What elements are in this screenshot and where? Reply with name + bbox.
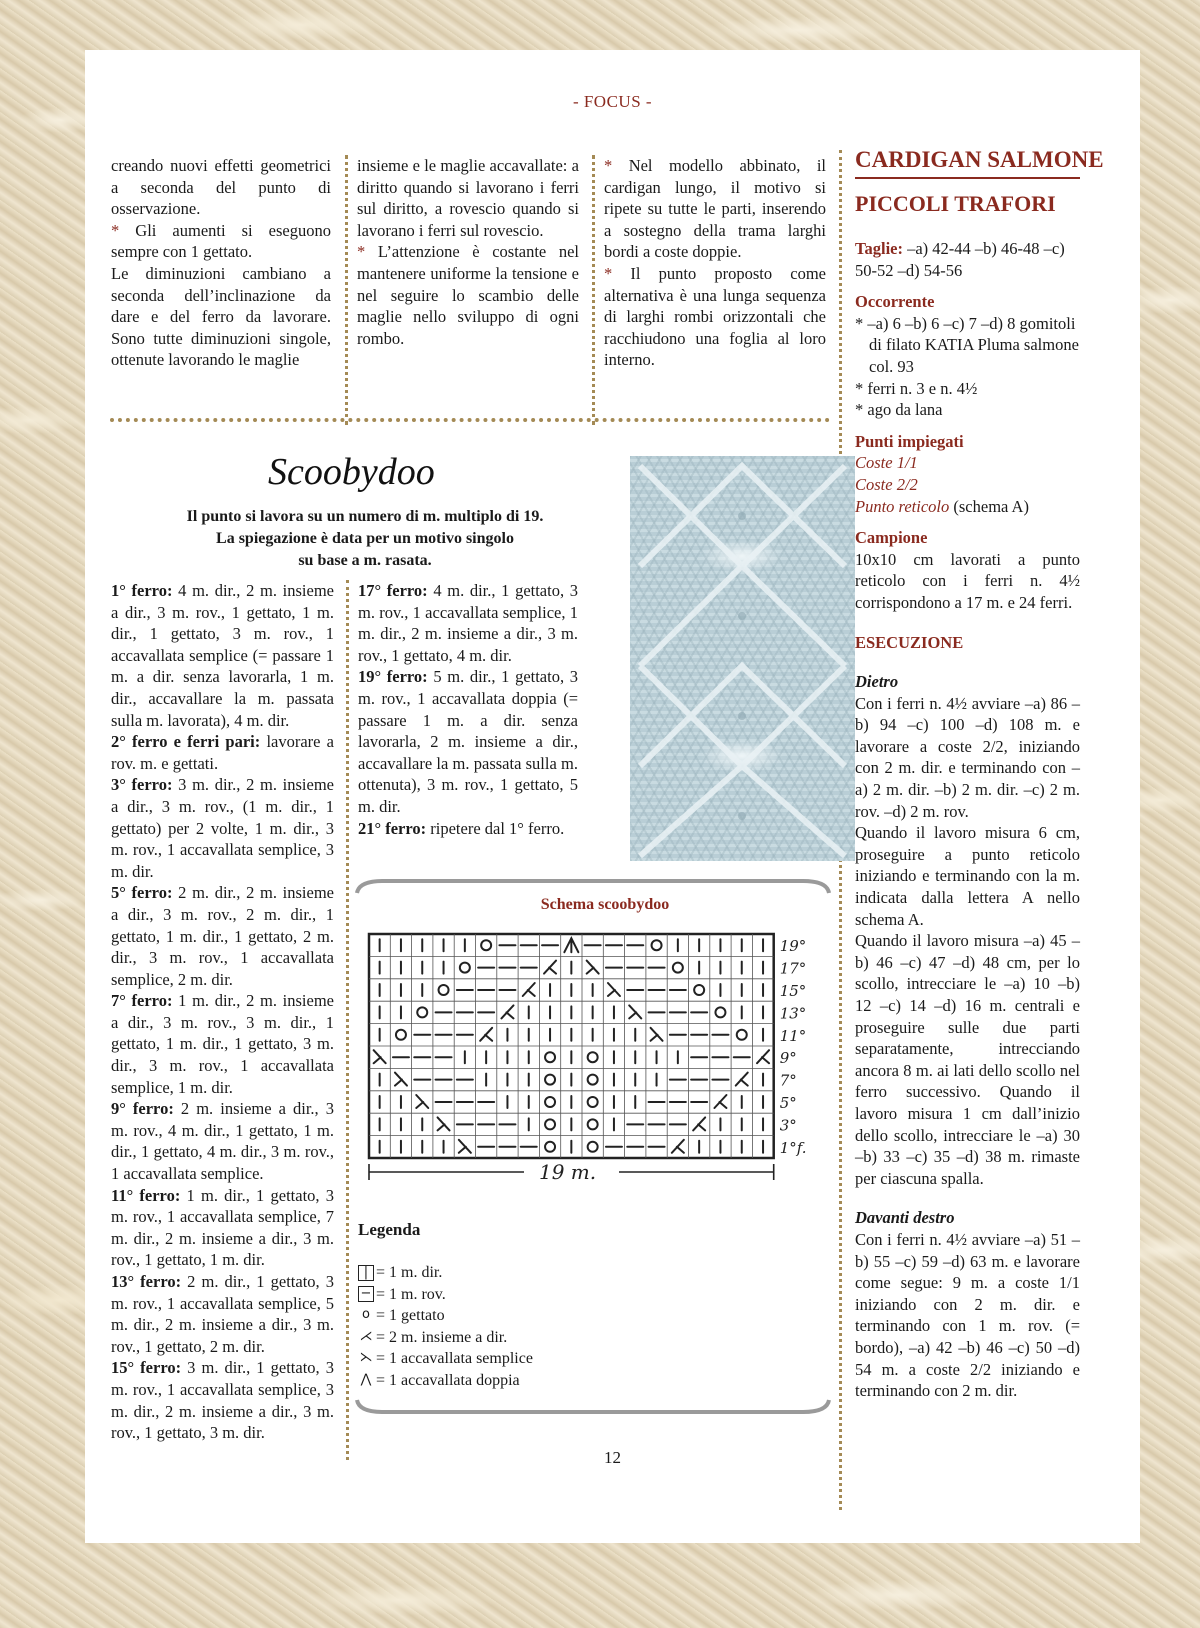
k2tog-mark xyxy=(714,1095,726,1108)
stitch-title: Scoobydoo xyxy=(268,451,435,493)
row-instruction xyxy=(358,818,578,840)
k2tog-mark xyxy=(523,983,535,996)
row-number-label: 19° xyxy=(779,937,807,956)
asterisk-mark: * xyxy=(357,242,366,262)
yarn-over-mark xyxy=(545,1052,555,1062)
execution-heading: ESECUZIONE xyxy=(855,632,964,652)
legend-item-yarn-over xyxy=(358,1305,533,1327)
double-decrease-mark xyxy=(564,938,578,952)
row-number-label: 11° xyxy=(779,1026,807,1045)
row-instruction xyxy=(111,990,334,1098)
legend-text: = 1 gettato xyxy=(376,1307,445,1325)
stitch-used xyxy=(855,496,1080,518)
k2tog-mark xyxy=(480,1028,492,1041)
row-text: 4 m. dir., 2 m. insieme a dir., 3 m. rov., 1 gettato, 1 m. dir., 1 gettato, 3 m. rov., 1 accavallata semplice (= passare 1 m. a dir. senza lavorarla, 1 m. dir., accavallare la m. passata sulla m. lavorata), 4 m. dir. xyxy=(111,581,334,730)
running-head: - FOCUS - xyxy=(572,92,653,111)
yarn-over-mark xyxy=(481,940,491,950)
stitch-note: (schema A) xyxy=(949,496,1029,516)
stitch-intro xyxy=(115,506,615,572)
row-text: 5 m. dir., 1 gettato, 3 m. rov., 1 accavallata doppia (= passare 1 m. a dir. senza lavorarla, 2 m. insieme a dir., accavallare la m. passata sulla m. ottenuta), 3 m. rov., 1 gettato, 5 m. dir. xyxy=(358,667,578,816)
row-label: 17° ferro: xyxy=(358,581,428,600)
column-divider xyxy=(592,155,595,425)
legend-item-ssk xyxy=(358,1348,533,1370)
yarn-over-mark xyxy=(694,985,704,995)
row-number-label: 1°f. xyxy=(779,1138,807,1157)
materials-item: * –a) 6 –b) 6 –c) 7 –d) 8 gomitoli di filato KATIA Pluma salmone col. 93 xyxy=(855,313,1079,376)
knitting-chart-svg xyxy=(363,930,833,1220)
k2tog-mark xyxy=(757,1050,769,1063)
stitch-name: Punto reticolo xyxy=(855,496,950,516)
materials-item: * ferri n. 3 e n. 4½ xyxy=(855,378,978,398)
intro-paragraph xyxy=(604,155,826,263)
legend xyxy=(358,1262,533,1392)
gauge-text: 10x10 cm lavorati a punto reticolo con i ferri n. 4½ corrispondono a 17 m. e 24 ferri. xyxy=(855,549,1080,612)
intro-text: Gli aumenti si eseguono sempre con 1 gettato. xyxy=(111,220,331,262)
back-text: Quando il lavoro misura –a) 45 –b) 46 –c) 47 –d) 48 cm, per lo scollo, intrecciare le –a) 10 –b) 12 –c) 14 –d) 16 m. centrali e proseguire sulle due parti separatamente, intrecciando ancora 8 m. ai lati dello scollo nel ferro successivo. Quando il lavoro misura 1 cm dall’inizio dello scollo, intrecciare le –a) 30 –b) 33 –c) 35 –d) 38 m. rimaste per ciascuna spalla. xyxy=(855,931,1080,1188)
ssk-mark xyxy=(395,1073,407,1086)
scheme-title: Schema scoobydoo xyxy=(540,896,670,913)
stitches-heading: Punti impiegati xyxy=(855,431,964,451)
row-text: 1 m. dir., 2 m. insieme a dir., 3 m. rov., 3 m. dir., 1 gettato, 1 m. dir., 1 gettato, 3 m. dir., 3 m. rov., 1 accavallata semplice, 1 m. dir. xyxy=(111,991,334,1097)
intro-text: Il punto proposto come alternativa è una lunga sequenza di larghi rombi orizzontali che racchiudono una foglia al loro interno. xyxy=(604,263,826,370)
row-label: 9° ferro: xyxy=(111,1099,174,1119)
intro-text: Nel modello abbinato, il cardigan lungo, il motivo si ripete su tutte le parti, inserendo a sostegno della trama larghi bordi a coste doppie. xyxy=(604,156,826,262)
page-number: 12 xyxy=(604,1448,621,1467)
yarn-over-mark xyxy=(588,1075,598,1085)
sidebar-subtitle: PICCOLI TRAFORI xyxy=(855,191,1056,216)
intro-column-3 xyxy=(604,155,826,371)
k2tog-mark xyxy=(672,1140,684,1153)
row-label: 3° ferro: xyxy=(111,775,173,795)
row-label: 19° ferro: xyxy=(358,667,428,687)
sidebar-title: CARDIGAN SALMONE xyxy=(855,145,1080,179)
row-instruction xyxy=(111,580,334,731)
knit-symbol-icon: | xyxy=(358,1265,374,1281)
row-label: 13° ferro: xyxy=(111,1272,182,1291)
row-label: 21° ferro: xyxy=(358,818,427,838)
k2tog-mark xyxy=(544,961,556,974)
knitting-chart xyxy=(363,930,833,1225)
row-instruction xyxy=(358,666,578,817)
row-label: 15° ferro: xyxy=(111,1358,182,1378)
row-text: 2 m. insieme a dir., 3 m. rov., 4 m. dir., 1 gettato, 1 m. dir., 1 gettato, 4 m. dir., 3 m. rov., 1 accavallata semplice. xyxy=(111,1099,334,1184)
intro-text: L’attenzione è costante nel mantenere uniforme la tensione e nel seguire lo scambio delle maglie nello sviluppo di ogni rombo. xyxy=(357,242,579,348)
purl-symbol-icon: − xyxy=(358,1286,374,1302)
gauge-heading: Campione xyxy=(855,528,928,548)
stitch-intro-line: su base a m. rasata. xyxy=(298,552,432,569)
yarn-over-mark xyxy=(545,1097,555,1107)
row-label: 11° ferro: xyxy=(111,1185,181,1205)
sizes-label: Taglie: xyxy=(855,239,903,258)
yarn-over-mark xyxy=(588,1052,598,1062)
intro-paragraph: Le diminuzioni cambiano a seconda dell’inclinazione da dare e del ferro da lavorare. Sono tutte diminuzioni singole, ottenute lavorando le maglie xyxy=(111,263,331,370)
legend-item-double-decrease xyxy=(358,1370,533,1392)
row-instruction xyxy=(111,1357,334,1443)
intro-paragraph: creando nuovi effetti geometrici a seconda del punto di osservazione. xyxy=(111,156,331,219)
width-label: 19 m. xyxy=(539,1160,597,1184)
row-instruction xyxy=(111,731,334,774)
row-label: 2° ferro e ferri pari: xyxy=(111,732,261,752)
k2tog-mark xyxy=(693,1117,705,1130)
row-instruction xyxy=(358,580,578,666)
intro-paragraph xyxy=(357,241,579,349)
row-label: 5° ferro: xyxy=(111,883,173,903)
row-text: 2 m. dir., 2 m. insieme a dir., 3 m. rov., 2 m. dir., 1 gettato, 1 m. dir., 1 gettato, 2 m. dir., 3 m. rov., 1 accavallata semplice, 2 m. dir. xyxy=(111,883,334,989)
ssk-mark xyxy=(374,1050,386,1063)
materials-heading: Occorrente xyxy=(855,292,935,312)
ssk-mark xyxy=(459,1140,471,1153)
k2tog-icon: ⋌ xyxy=(359,1328,373,1344)
stitch-rows-right xyxy=(358,580,578,839)
yarn-over-icon: o xyxy=(362,1306,370,1322)
row-label: 1° ferro: xyxy=(111,581,173,600)
row-text: 2 m. dir., 1 gettato, 3 m. rov., 1 accavallata semplice, 5 m. dir., 2 m. insieme a dir., 3 m. rov., 1 gettato, 2 m. dir. xyxy=(111,1272,334,1356)
ssk-mark xyxy=(629,1005,641,1018)
yarn-over-mark xyxy=(588,1097,598,1107)
materials-item: * ago da lana xyxy=(855,400,943,420)
row-text: 4 m. dir., 1 gettato, 3 m. rov., 1 accavallata semplice, 1 m. dir., 2 m. insieme a dir., 3 m. rov., 1 gettato, 4 m. dir. xyxy=(358,581,578,665)
legend-title: Legenda xyxy=(358,1220,421,1239)
intro-column-2 xyxy=(357,155,579,349)
row-number-label: 9° xyxy=(779,1049,797,1068)
yarn-over-mark xyxy=(396,1030,406,1040)
section-divider xyxy=(110,418,830,422)
row-instruction xyxy=(111,1185,334,1271)
sizes-text: –a) 42-44 –b) 46-48 –c) 50-52 –d) 54-56 xyxy=(855,239,1065,280)
ssk-mark xyxy=(587,961,599,974)
yarn-over-mark xyxy=(588,1142,598,1152)
asterisk-mark: * xyxy=(604,263,613,283)
double-decrease-icon: ⋀ xyxy=(360,1371,372,1387)
yarn-over-mark xyxy=(652,940,662,950)
back-text: Con i ferri n. 4½ avviare –a) 86 –b) 94 –c) 100 –d) 108 m. e lavorare a coste 2/2, iniziando con 2 m. dir. e terminando con –a) 2 m. dir. –b) 2 m. dir. –c) 2 m. rov. –d) 2 m. rov. xyxy=(855,693,1080,821)
row-number-label: 7° xyxy=(779,1071,797,1090)
legend-item-knit xyxy=(358,1262,533,1284)
row-instruction xyxy=(111,1271,334,1357)
intro-column-1 xyxy=(111,155,331,371)
ssk-mark xyxy=(651,1028,663,1041)
row-text: 1 m. dir., 1 gettato, 3 m. rov., 1 accavallata semplice, 7 m. dir., 2 m. insieme a dir., 3 m. rov., 1 gettato, 1 m. dir. xyxy=(111,1185,334,1270)
stitch-rows-left xyxy=(111,580,334,1444)
scheme-bottom-bracket xyxy=(353,1398,833,1418)
row-number-label: 17° xyxy=(779,959,807,978)
yarn-over-mark xyxy=(715,1007,725,1017)
asterisk-mark: * xyxy=(604,156,613,175)
yarn-over-mark xyxy=(588,1119,598,1129)
legend-item-purl xyxy=(358,1284,533,1306)
magazine-page xyxy=(85,50,1140,1543)
column-divider xyxy=(346,580,349,1460)
ssk-mark xyxy=(438,1117,450,1130)
ssk-icon: ⋋ xyxy=(359,1350,373,1366)
back-text: Quando il lavoro misura 6 cm, proseguire a punto reticolo iniziando e terminando con la m. indicata dalla lettera A nello schema A. xyxy=(855,823,1080,929)
legend-text: = 1 accavallata doppia xyxy=(376,1371,520,1389)
intro-paragraph xyxy=(604,263,826,371)
row-instruction xyxy=(111,1098,334,1184)
yarn-over-mark xyxy=(737,1030,747,1040)
column-divider xyxy=(345,155,348,425)
yarn-over-mark xyxy=(673,963,683,973)
row-text: 3 m. dir., 1 gettato, 3 m. rov., 1 accavallata semplice, 3 m. dir., 2 m. insieme a dir., 3 m. rov., 1 gettato, 3 m. dir. xyxy=(111,1358,334,1443)
stitch-used: Coste 2/2 xyxy=(855,474,918,494)
legend-item-k2tog xyxy=(358,1327,533,1349)
row-number-label: 15° xyxy=(779,982,807,1000)
k2tog-mark xyxy=(736,1073,748,1086)
row-number-label: 13° xyxy=(779,1004,807,1023)
stitch-intro-line: Il punto si lavora su un numero di m. multiplo di 19. xyxy=(186,508,544,525)
yarn-over-mark xyxy=(545,1075,555,1085)
legend-text: = 1 accavallata semplice xyxy=(376,1350,533,1368)
row-text: ripetere dal 1° ferro. xyxy=(426,818,565,838)
stitch-intro-line: La spiegazione è data per un motivo singolo xyxy=(216,530,514,547)
asterisk-mark: * xyxy=(111,220,120,240)
legend-text: = 2 m. insieme a dir. xyxy=(376,1328,508,1346)
row-instruction xyxy=(111,882,334,990)
row-text: 3 m. dir., 2 m. insieme a dir., 3 m. rov., (1 m. dir., 1 gettato) per 2 volte, 1 m. dir., 3 m. rov., 1 accavallata semplice, 3 m. dir. xyxy=(111,775,334,881)
intro-paragraph: insieme e le maglie accavallate: a diritto quando si lavorano i ferri sul diritto, a rovescio quando si lavorano i ferri sul rovescio. xyxy=(357,156,579,240)
intro-paragraph xyxy=(111,220,331,263)
row-number-label: 5° xyxy=(779,1094,797,1112)
back-heading: Dietro xyxy=(855,672,899,692)
row-text: lavorare a rov. m. e gettati. xyxy=(111,732,335,773)
row-label: 7° ferro: xyxy=(111,991,173,1011)
stitch-used: Coste 1/1 xyxy=(855,453,918,473)
yarn-over-mark xyxy=(417,1007,427,1017)
scheme-top-bracket xyxy=(353,875,833,895)
stitch-photo xyxy=(630,456,855,861)
right-front-text: Con i ferri n. 4½ avviare –a) 51 –b) 55 –c) 59 –d) 63 m. e lavorare come segue: 9 m. a coste 1/1 iniziando con 2 m. dir. e terminando con 1 m. rov. (= bordo), –a) 42 –b) 46 –c) 50 –d) 54 m. a coste 2/2 iniziando e terminando con 2 m. dir. xyxy=(855,1229,1080,1401)
legend-text: = 1 m. rov. xyxy=(376,1285,446,1303)
yarn-over-mark xyxy=(439,985,449,995)
sizes xyxy=(855,238,1080,281)
row-number-label: 3° xyxy=(779,1116,797,1135)
ssk-mark xyxy=(608,983,620,996)
row-instruction xyxy=(111,774,334,882)
pattern-sidebar xyxy=(855,238,1080,1402)
right-front-heading: Davanti destro xyxy=(855,1208,955,1228)
yarn-over-mark xyxy=(545,1142,555,1152)
yarn-over-mark xyxy=(460,963,470,973)
legend-text: = 1 m. dir. xyxy=(376,1264,443,1281)
yarn-over-mark xyxy=(545,1119,555,1129)
k2tog-mark xyxy=(501,1005,513,1018)
ssk-mark xyxy=(416,1095,428,1108)
